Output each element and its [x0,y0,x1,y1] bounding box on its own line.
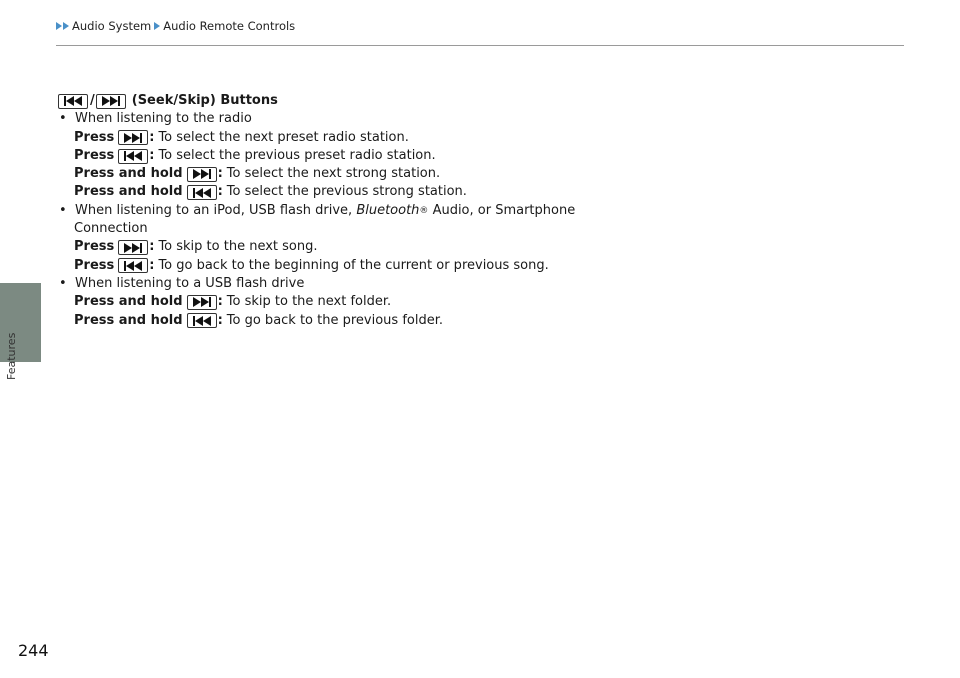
instruction-text: To skip to the next folder. [226,294,392,310]
instruction-text: To select the next strong station. [226,166,441,182]
action-label: Press [74,147,115,163]
skip-forward-icon [118,130,148,145]
bullet-text-cont: Audio, or Smartphone [432,202,576,218]
breadcrumb [56,19,295,33]
skip-forward-icon [96,94,126,109]
skip-forward-icon [187,295,217,310]
action-label: Press [74,239,115,255]
breadcrumb-item-audio-remote-controls[interactable]: Audio Remote Controls [163,19,296,33]
registered-mark: ® [419,205,429,216]
bullet-dot: • [59,111,67,127]
action-label: Press [74,257,115,273]
instruction-line: Press and hold : To skip to the next folder. [58,293,658,311]
skip-back-icon [118,258,148,273]
heading-text: (Seek/Skip) Buttons [131,93,278,108]
breadcrumb-arrow-icon [56,22,69,30]
instruction-text: To go back to the previous folder. [226,312,444,328]
skip-forward-icon [118,240,148,255]
bullet-text: When listening to the radio [75,111,252,127]
skip-forward-icon [187,167,217,182]
action-label: Press and hold [74,184,183,200]
instruction-text: To select the previous preset radio station. [158,147,436,163]
instruction-line: Press : To skip to the next song. [58,238,658,256]
bullet-text: Connection [74,221,148,237]
main-content [58,92,658,330]
action-label: Press and hold [74,166,183,182]
breadcrumb-item-audio-system[interactable]: Audio System [72,19,152,33]
list-item [58,275,658,293]
list-item [58,110,658,128]
bullet-text: When listening to an iPod, USB flash drive, [75,202,353,218]
action-label: Press and hold [74,294,183,310]
skip-back-icon [118,149,148,164]
instruction-text: To go back to the beginning of the current or previous song. [158,257,549,273]
instruction-line: Press and hold : To go back to the previous folder. [58,312,658,330]
section-label: Features [5,332,18,380]
instruction-text: To skip to the next song. [158,239,318,255]
bullet-dot: • [59,202,67,218]
bullet-dot: • [59,275,67,291]
page-number: 244 [18,641,49,660]
bluetooth-brand-text: Bluetooth [356,202,420,218]
skip-back-icon [58,94,88,109]
instruction-line: Press : To select the previous preset radio station. [58,147,658,165]
slash-separator: / [90,93,95,108]
instruction-line: Press : To go back to the beginning of the current or previous song. [58,257,658,275]
section-heading [58,92,658,110]
instruction-line: Press : To select the next preset radio station. [58,129,658,147]
action-label: Press and hold [74,312,183,328]
list-item-continuation [58,220,658,238]
instruction-line: Press and hold : To select the previous strong station. [58,183,658,201]
instruction-line: Press and hold : To select the next strong station. [58,165,658,183]
skip-back-icon [187,313,217,328]
skip-back-icon [187,185,217,200]
header-divider [56,45,904,46]
instruction-text: To select the next preset radio station. [158,129,409,145]
breadcrumb-separator-icon [154,22,160,30]
action-label: Press [74,129,115,145]
bullet-text: When listening to a USB flash drive [75,275,305,291]
instruction-text: To select the previous strong station. [226,184,467,200]
list-item [58,202,658,220]
